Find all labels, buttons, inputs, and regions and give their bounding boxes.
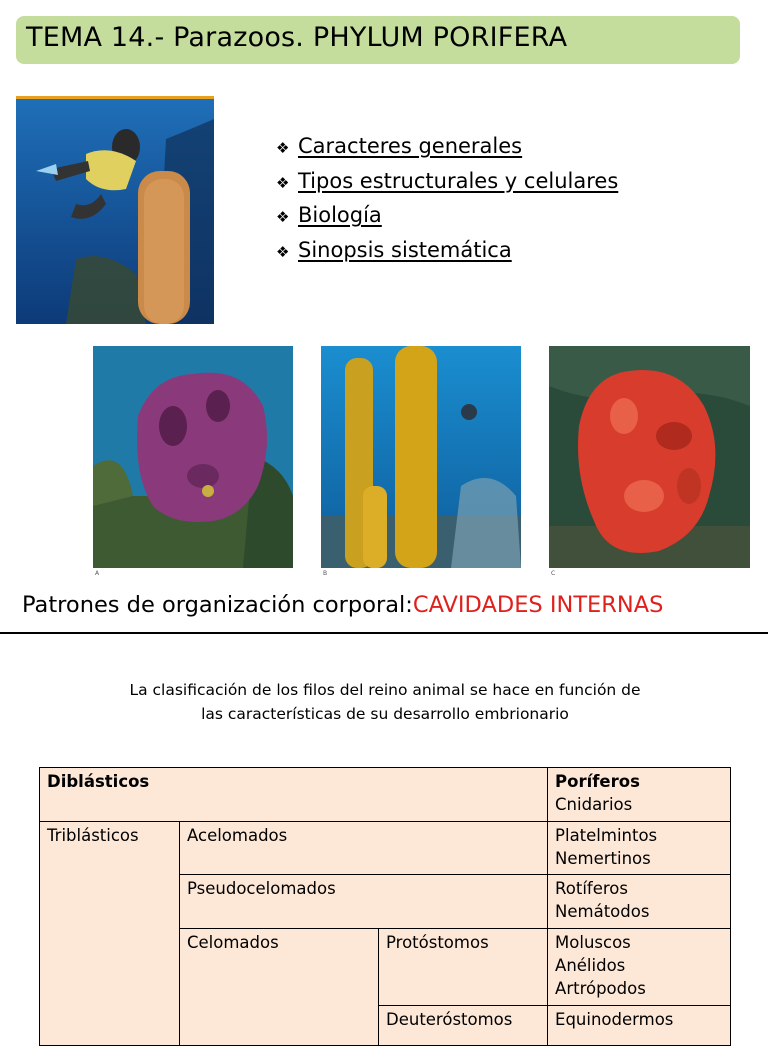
topic-link[interactable]: Caracteres generales	[298, 134, 523, 158]
purple-sponge-photo	[93, 346, 293, 568]
topics-list	[276, 131, 618, 269]
topic-link[interactable]: Tipos estructurales y celulares	[298, 168, 619, 193]
section-divider	[0, 632, 768, 634]
table-cell-phyla	[548, 1006, 731, 1046]
phylum-name: Moluscos	[555, 933, 631, 952]
table-cell-deuterostomos: Deuteróstomos	[379, 1006, 548, 1046]
phylum-name: Rotíferos	[555, 879, 628, 898]
section-heading-accent: CAVIDADES INTERNAS	[412, 592, 664, 618]
section-heading	[22, 592, 663, 618]
topic-item[interactable]	[276, 166, 618, 201]
table-cell-triblasticos: Triblásticos	[40, 822, 180, 1046]
phylum-name: Artrópodos	[555, 979, 646, 998]
table-cell-diblasticos: Diblásticos	[40, 768, 548, 822]
topic-item[interactable]	[276, 200, 618, 235]
intro-paragraph	[60, 678, 710, 726]
intro-line: las características de su desarrollo embrionario	[201, 705, 569, 723]
diamond-bullet-icon: ❖	[276, 242, 290, 261]
table-cell-acelomados: Acelomados	[180, 822, 548, 875]
table-cell-protostomos: Protóstomos	[379, 929, 548, 1006]
diamond-bullet-icon: ❖	[276, 139, 290, 157]
photo-caption: B	[323, 570, 328, 577]
topic-item[interactable]	[276, 131, 618, 166]
photo-caption: A	[95, 570, 100, 577]
table-row	[40, 768, 731, 822]
table-cell-phyla	[548, 929, 731, 1006]
topic-link[interactable]: Biología	[298, 203, 382, 228]
topic-link[interactable]: Sinopsis sistemática	[298, 237, 512, 262]
diamond-bullet-icon: ❖	[276, 208, 290, 227]
phylum-name: Platelmintos	[555, 826, 658, 845]
phylum-name: Poríferos	[555, 772, 640, 791]
phylum-name: Equinodermos	[555, 1010, 674, 1029]
table-cell-phyla	[548, 875, 731, 929]
photo-caption: C	[551, 570, 556, 577]
table-cell-phyla	[548, 768, 731, 822]
table-cell-phyla	[548, 822, 731, 875]
topic-item[interactable]	[276, 235, 618, 270]
classification-table	[39, 767, 731, 1046]
red-sponge-photo	[549, 346, 750, 568]
intro-line: La clasificación de los filos del reino animal se hace en función de	[129, 681, 641, 699]
table-row	[40, 822, 731, 875]
diamond-bullet-icon: ❖	[276, 173, 290, 192]
diver-sponge-photo	[16, 96, 214, 324]
table-cell-pseudocelomados: Pseudocelomados	[180, 875, 548, 929]
phylum-name: Anélidos	[555, 956, 626, 975]
title-bar	[16, 16, 740, 64]
phylum-name: Nemertinos	[555, 849, 651, 868]
table-cell-celomados: Celomados	[180, 929, 379, 1046]
page-title: TEMA 14.- Parazoos. PHYLUM PORIFERA	[26, 22, 568, 53]
phylum-name: Nemátodos	[555, 902, 650, 921]
phylum-name: Cnidarios	[555, 795, 633, 814]
yellow-sponge-photo	[321, 346, 521, 568]
section-heading-text: Patrones de organización corporal:	[22, 592, 413, 618]
